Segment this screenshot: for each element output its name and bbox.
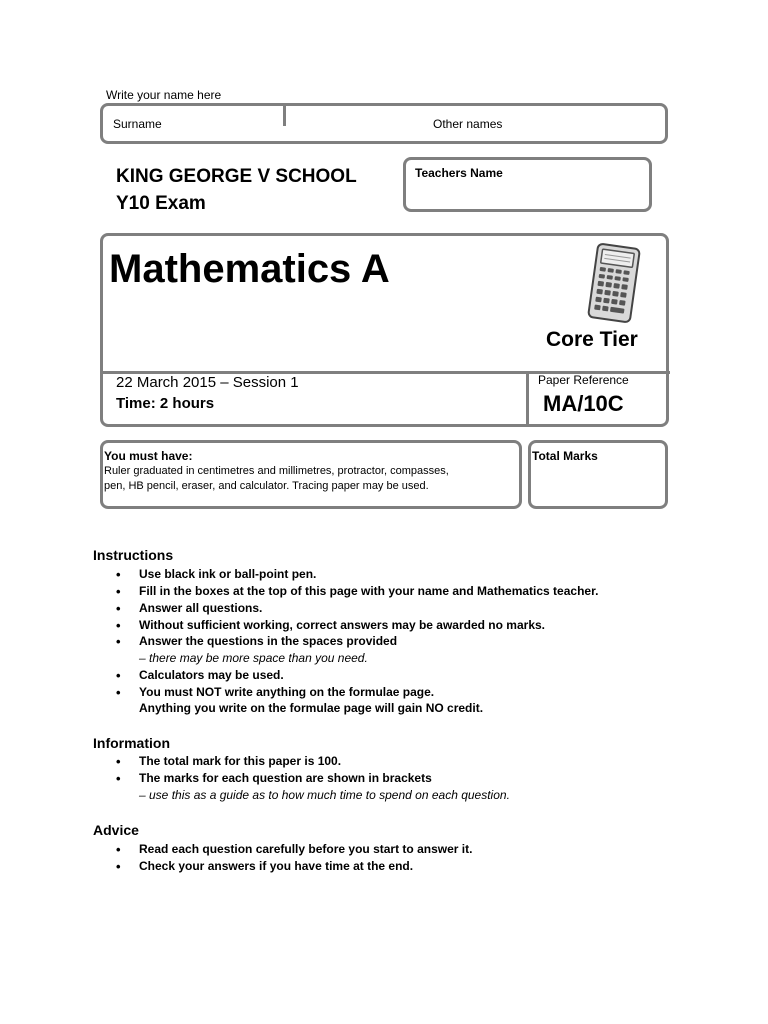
exam-date-session: 22 March 2015 – Session 1 bbox=[116, 374, 299, 391]
advice-item: • Check your answers if you have time at the end. bbox=[139, 859, 413, 873]
instruction-item: • Use black ink or ball-point pen. bbox=[139, 567, 316, 581]
paper-reference-label: Paper Reference bbox=[538, 373, 629, 387]
tier-label: Core Tier bbox=[546, 328, 638, 351]
instruction-item: • Answer all questions. bbox=[139, 601, 262, 615]
materials-line-2: pen, HB pencil, eraser, and calculator. Tracing paper may be used. bbox=[104, 480, 429, 492]
advice-heading: Advice bbox=[93, 822, 139, 838]
other-names-label: Other names bbox=[433, 117, 503, 131]
instruction-item-continuation: Anything you write on the formulae page will gain NO credit. bbox=[139, 701, 484, 715]
name-divider bbox=[283, 104, 286, 126]
total-marks-label: Total Marks bbox=[532, 449, 598, 463]
advice-item: • Read each question carefully before you start to answer it. bbox=[139, 842, 472, 856]
information-item: • The marks for each question are shown in brackets bbox=[139, 771, 432, 785]
information-item: • The total mark for this paper is 100. bbox=[139, 754, 341, 768]
instruction-item: • Without sufficient working, correct answers may be awarded no marks. bbox=[139, 618, 545, 632]
materials-line-1: Ruler graduated in centimetres and millimetres, protractor, compasses, bbox=[104, 465, 449, 477]
title-divider-vertical bbox=[526, 373, 529, 425]
instruction-item: • Calculators may be used. bbox=[139, 668, 284, 682]
calculator-icon bbox=[583, 242, 645, 329]
instruction-item: • You must NOT write anything on the formulae page. bbox=[139, 685, 434, 699]
subject-title: Mathematics A bbox=[109, 247, 390, 291]
paper-reference-code: MA/10C bbox=[543, 391, 624, 416]
instruction-item: • Fill in the boxes at the top of this page with your name and Mathematics teacher. bbox=[139, 584, 598, 598]
information-item-continuation: – use this as a guide as to how much time to spend on each question. bbox=[139, 788, 510, 802]
instructions-heading: Instructions bbox=[93, 547, 174, 563]
instruction-item: • Answer the questions in the spaces provided bbox=[139, 634, 397, 648]
exam-name: Y10 Exam bbox=[116, 193, 206, 214]
surname-label: Surname bbox=[113, 117, 162, 131]
exam-time: Time: 2 hours bbox=[116, 395, 215, 412]
information-heading: Information bbox=[93, 735, 170, 751]
instruction-item-continuation: – there may be more space than you need. bbox=[139, 651, 368, 665]
name-hint: Write your name here bbox=[106, 88, 222, 102]
teacher-name-label: Teachers Name bbox=[415, 166, 503, 180]
school-name: KING GEORGE V SCHOOL bbox=[116, 166, 357, 187]
materials-title: You must have: bbox=[104, 449, 193, 463]
name-box[interactable] bbox=[100, 103, 668, 144]
